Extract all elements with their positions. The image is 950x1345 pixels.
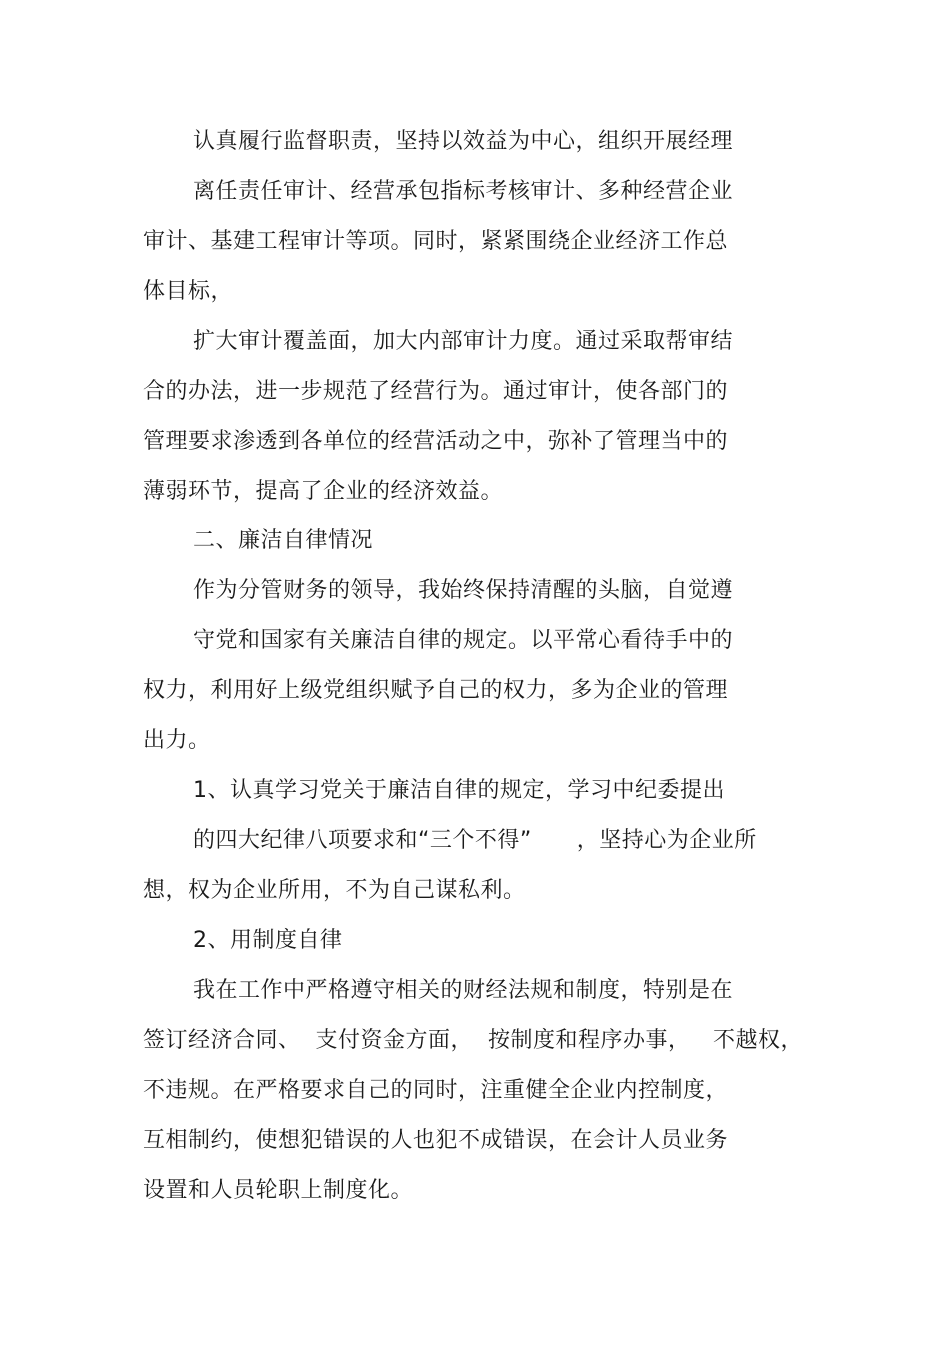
text-line: 认真履行监督职责，坚持以效益为中心，组织开展经理 xyxy=(193,129,734,154)
text-line: 我在工作中严格遵守相关的财经法规和制度，特别是在 xyxy=(193,978,734,1003)
section-heading: 2、用制度自律 xyxy=(193,928,343,953)
text-line: 权力，利用好上级党组织赋予自己的权力，多为企业的管理 xyxy=(143,678,729,703)
text-line: 1、认真学习党关于廉洁自律的规定，学习中纪委提出 xyxy=(193,778,725,803)
text-line: 体目标， xyxy=(143,279,234,304)
text-line: 签订经济合同、 支付资金方面， 按制度和程序办事， 不越权， xyxy=(143,1028,803,1053)
text-line: 离任责任审计、经营承包指标考核审计、多种经营企业 xyxy=(193,179,734,204)
text-line: 的四大纪律八项要求和“三个不得” ，坚持心为企业所 xyxy=(193,828,757,853)
text-line: 不违规。在严格要求自己的同时，注重健全企业内控制度， xyxy=(143,1078,729,1103)
text-line: 薄弱环节，提高了企业的经济效益。 xyxy=(143,479,504,504)
text-line: 互相制约，使想犯错误的人也犯不成错误，在会计人员业务 xyxy=(143,1128,729,1153)
text-line: 管理要求渗透到各单位的经营活动之中，弥补了管理当中的 xyxy=(143,429,729,454)
text-line: 出力。 xyxy=(143,728,211,753)
text-line: 想，权为企业所用，不为自己谋私利。 xyxy=(143,878,526,903)
text-line: 审计、基建工程审计等项。同时，紧紧围绕企业经济工作总 xyxy=(143,229,729,254)
text-line: 守党和国家有关廉洁自律的规定。以平常心看待手中的 xyxy=(193,628,734,653)
text-line: 设置和人员轮职上制度化。 xyxy=(143,1178,414,1203)
text-line: 扩大审计覆盖面，加大内部审计力度。通过采取帮审结 xyxy=(193,329,734,354)
text-line: 合的办法，进一步规范了经营行为。通过审计，使各部门的 xyxy=(143,379,729,404)
section-heading: 二、廉洁自律情况 xyxy=(193,528,374,553)
text-line: 作为分管财务的领导，我始终保持清醒的头脑，自觉遵 xyxy=(193,578,734,603)
